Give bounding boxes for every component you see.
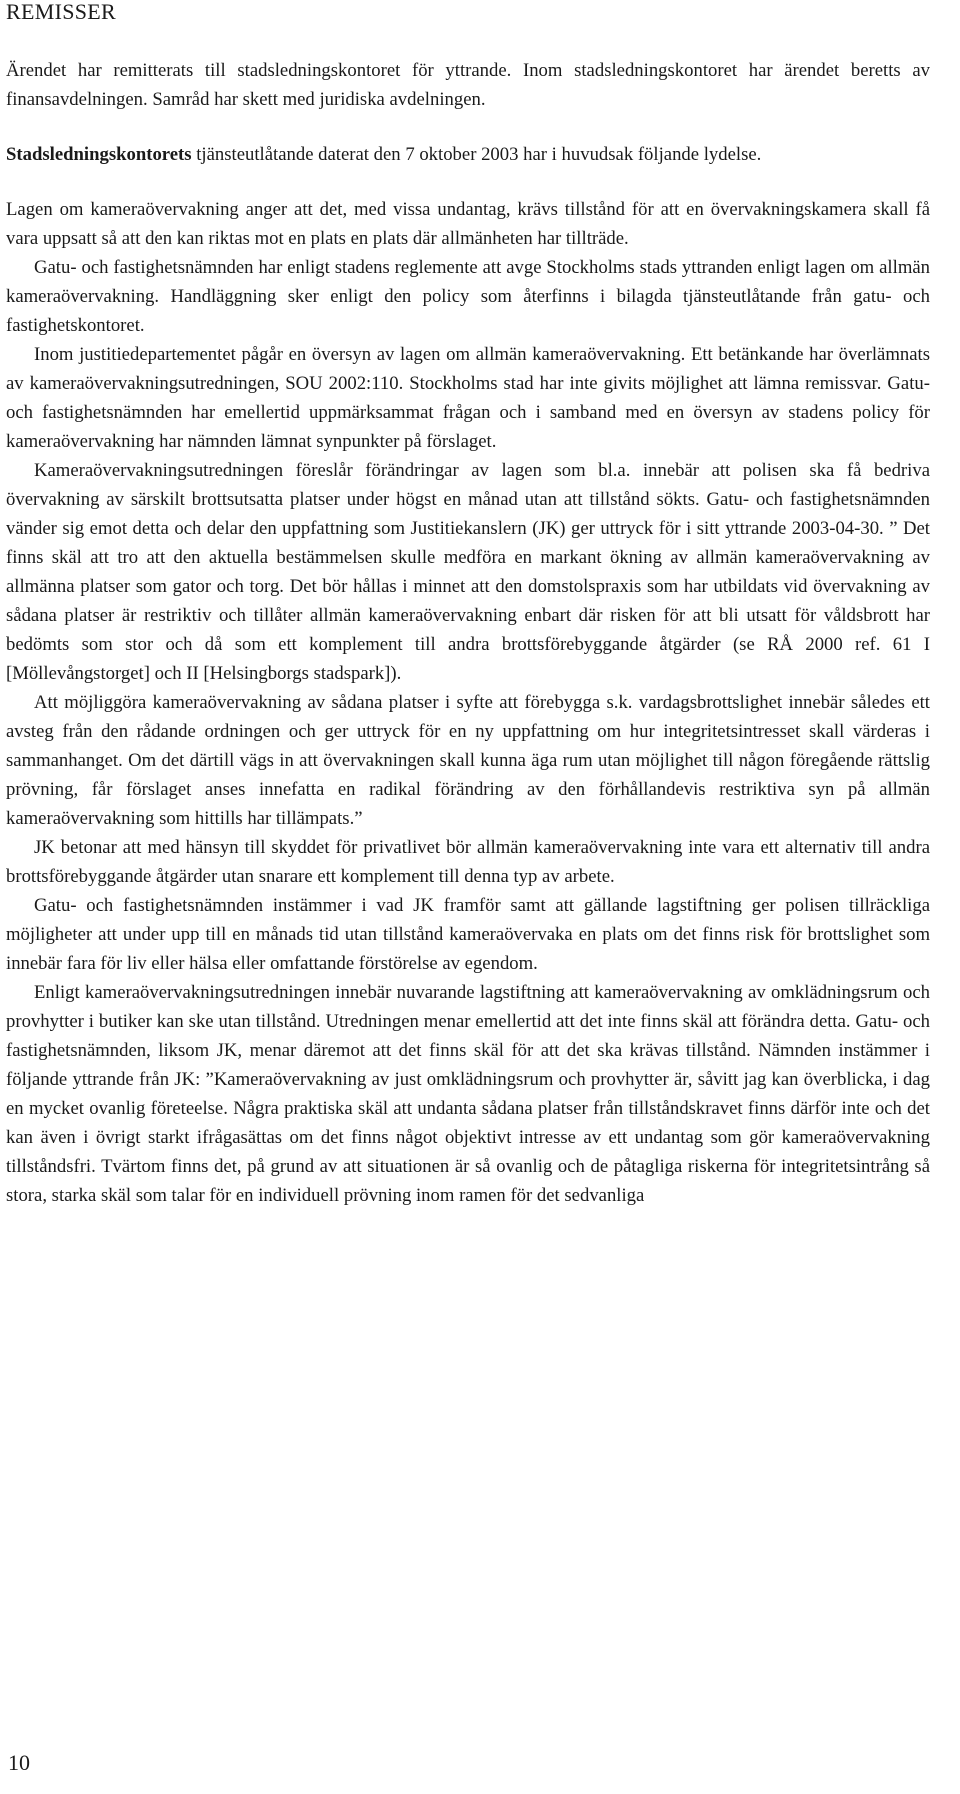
intro-paragraph-2 [6, 140, 930, 169]
intro-paragraph: Ärendet har remitterats till stadsledningskontoret för yttrande. Inom stadsledningskontoret har ärendet beretts av finansavdelningen. Samråd har skett med juridiska avdelningen. [6, 60, 930, 110]
quote-paragraph: Gatu- och fastighetsnämnden har enligt stadens reglemente att avge Stockholms stads yttranden enligt lagen om allmän kameraövervakning. Handläggning sker enligt den policy som återfinns i bilagda tjänsteutlåtande från gatu- och fastighetskontoret. [6, 257, 930, 336]
quote-paragraph: Enligt kameraövervakningsutredningen innebär nuvarande lagstiftning att kameraövervakning av omklädningsrum och provhytter i butiker kan ske utan tillstånd. Utredningen menar emellertid att det inte finns skäl att förändra detta. Gatu- och fastighetsnämnden, liksom JK, menar däremot att det finns skäl för att det ska krävas tillstånd. Nämnden instämmer i följande yttrande från JK: ”Kameraövervakning av just omklädningsrum och provhytter är, såvitt jag kan överblicka, i dag en mycket ovanlig företeelse. Några praktiska skäl att undanta sådana platser från tillståndskravet finns därför inte och det kan även i övrigt starkt ifrågasättas om det finns något objektivt intresse av ett undantag som gör kameraövervakning tillståndsfri. Tvärtom finns det, på grund av att situationen är så ovanlig och de påtagliga riskerna för integritetsintrång så stora, starka skäl som talar för en individuell prövning inom ramen för det sedvanliga [6, 982, 930, 1206]
quote-paragraph: Kameraövervakningsutredningen föreslår förändringar av lagen som bl.a. innebär att polisen ska få bedriva övervakning av särskilt brottsutsatta platser under högst en månad utan att tillstånd sökts. Gatu- och fastighetsnämnden vänder sig emot detta och delar den uppfattning som Justitiekanslern (JK) ger uttryck för i sitt yttrande 2003-04-30. ” Det finns skäl att tro att den aktuella bestämmelsen skulle medföra en markant ökning av allmän kameraövervakning av allmänna platser som gator och torg. Det bör hållas i minnet att den domstolspraxis som har utbildats vid övervakning av sådana platser är restriktiv och tillåter allmän kameraövervakning enbart där risken för att bli utsatt för våldsbrott har bedömts som stor och då som ett komplement till andra brottsförebyggande åtgärder (se RÅ 2000 ref. 61 I [Möllevångstorget] och II [Helsingborgs stadspark]). [6, 460, 930, 684]
quote-paragraph: Lagen om kameraövervakning anger att det, med vissa undantag, krävs tillstånd för att en övervakningskamera skall få vara uppsatt så att den kan riktas mot en plats en plats där allmänheten har tillträde. [6, 199, 930, 249]
department-name: Stadsledningskontorets [6, 144, 192, 165]
document-body [6, 56, 930, 1210]
quote-paragraph: Gatu- och fastighetsnämnden instämmer i vad JK framför samt att gällande lagstiftning ger polisen tillräckliga möjligheter att under upp till en månads tid utan tillstånd kameraövervaka en plats om det finns risk för brottslighet som innebär fara för liv eller hälsa eller omfattande förstörelse av egendom. [6, 895, 930, 974]
quote-paragraph: JK betonar att med hänsyn till skyddet för privatlivet bör allmän kameraövervakning inte vara ett alternativ till andra brottsförebyggande åtgärder utan snarare ett komplement till denna typ av arbete. [6, 837, 930, 887]
quote-paragraph: Inom justitiedepartementet pågår en översyn av lagen om allmän kameraövervakning. Ett betänkande har överlämnats av kameraövervakningsutredningen, SOU 2002:110. Stockholms stad har inte givits möjlighet att lämna remissvar. Gatu- och fastighetsnämnden har emellertid uppmärksammat frågan och i samband med en översyn av stadens policy för kameraövervakning har nämnden lämnat synpunkter på förslaget. [6, 344, 930, 452]
section-header: REMISSER [6, 0, 116, 24]
quote-paragraph: Att möjliggöra kameraövervakning av sådana platser i syfte att förebygga s.k. vardagsbrottslighet innebär således ett avsteg från den rådande ordningen och ger uttryck för en ny uppfattning om hur integritetsintresset skall värderas i sammanhanget. Om det därtill vägs in att övervakningen skall kunna äga rum utan möjlighet till någon föregående rättslig prövning, får förslaget anses innefatta en radikal förändring av den förhållandevis restriktiva syn på allmän kameraövervakning som hittills har tillämpats.” [6, 692, 930, 829]
page-number: 10 [8, 1750, 30, 1775]
intro-text: tjänsteutlåtande daterat den 7 oktober 2003 har i huvudsak följande lydelse. [191, 144, 762, 165]
